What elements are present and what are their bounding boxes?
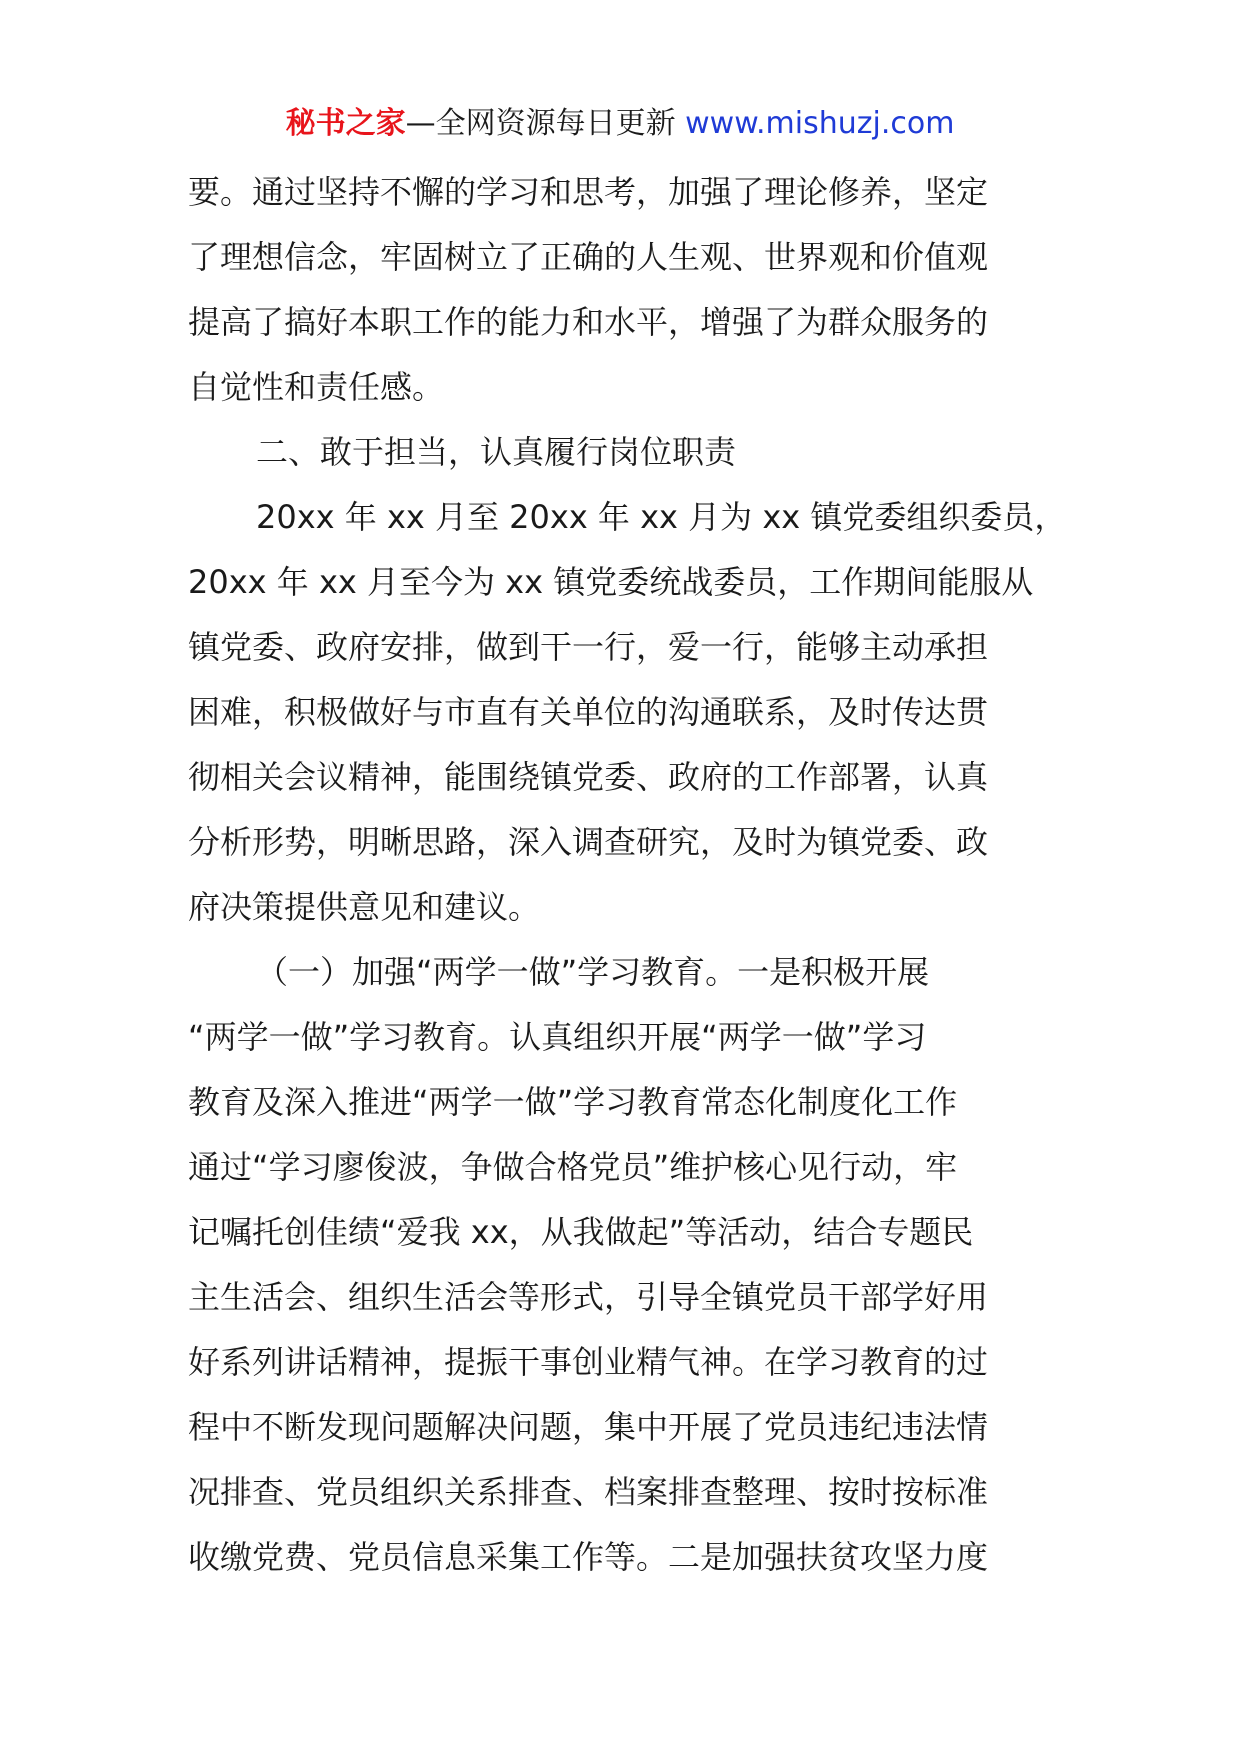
text-line: 教育及深入推进“两学一做”学习教育常态化制度化工作 [188,1083,958,1121]
text-line: 记嘱托创佳绩“爱我 xx，从我做起”等活动，结合专题民 [188,1213,974,1251]
text-line: 20xx 年 xx 月至 20xx 年 xx 月为 xx 镇党委组织委员， [256,498,1067,536]
text-line: 程中不断发现问题解决问题，集中开展了党员违纪违法情 [188,1408,989,1446]
text-line: 通过“学习廖俊波，争做合格党员”维护核心见行动，牢 [188,1148,958,1186]
text-line: 镇党委、政府安排，做到干一行，爱一行，能够主动承担 [188,628,989,666]
section-heading: 二、敢于担当，认真履行岗位职责 [256,433,737,471]
text-line: 府决策提供意见和建议。 [188,888,541,926]
text-line: 好系列讲话精神，提振干事创业精气神。在学习教育的过 [188,1343,989,1381]
header-tagline: —全网资源每日更新 [405,106,686,141]
text-line: “两学一做”学习教育。认真组织开展“两学一做”学习 [188,1018,927,1056]
text-line: 自觉性和责任感。 [188,368,445,406]
text-line: 20xx 年 xx 月至今为 xx 镇党委统战委员，工作期间能服从 [188,563,1034,601]
text-line: 彻相关会议精神，能围绕镇党委、政府的工作部署，认真 [188,758,989,796]
text-line: 主生活会、组织生活会等形式，引导全镇党员干部学好用 [188,1278,989,1316]
text-line: 要。通过坚持不懈的学习和思考，加强了理论修养，坚定 [188,173,989,211]
text-line: 分析形势，明晰思路，深入调查研究，及时为镇党委、政 [188,823,989,861]
document-body [188,160,1088,1590]
header-brand: 秘书之家 [285,106,406,141]
text-line: 困难，积极做好与市直有关单位的沟通联系，及时传达贯 [188,693,989,731]
subsection-heading: （一）加强“两学一做”学习教育。一是积极开展 [256,953,930,991]
text-line: 了理想信念，牢固树立了正确的人生观、世界观和价值观 [188,238,989,276]
text-line: 收缴党费、党员信息采集工作等。二是加强扶贫攻坚力度 [188,1538,989,1576]
text-line: 况排查、党员组织关系排查、档案排查整理、按时按标准 [188,1473,989,1511]
text-line: 提高了搞好本职工作的能力和水平，增强了为群众服务的 [188,303,989,341]
header-url[interactable]: www.mishuzj.com [685,106,955,141]
page-header [0,104,1240,144]
